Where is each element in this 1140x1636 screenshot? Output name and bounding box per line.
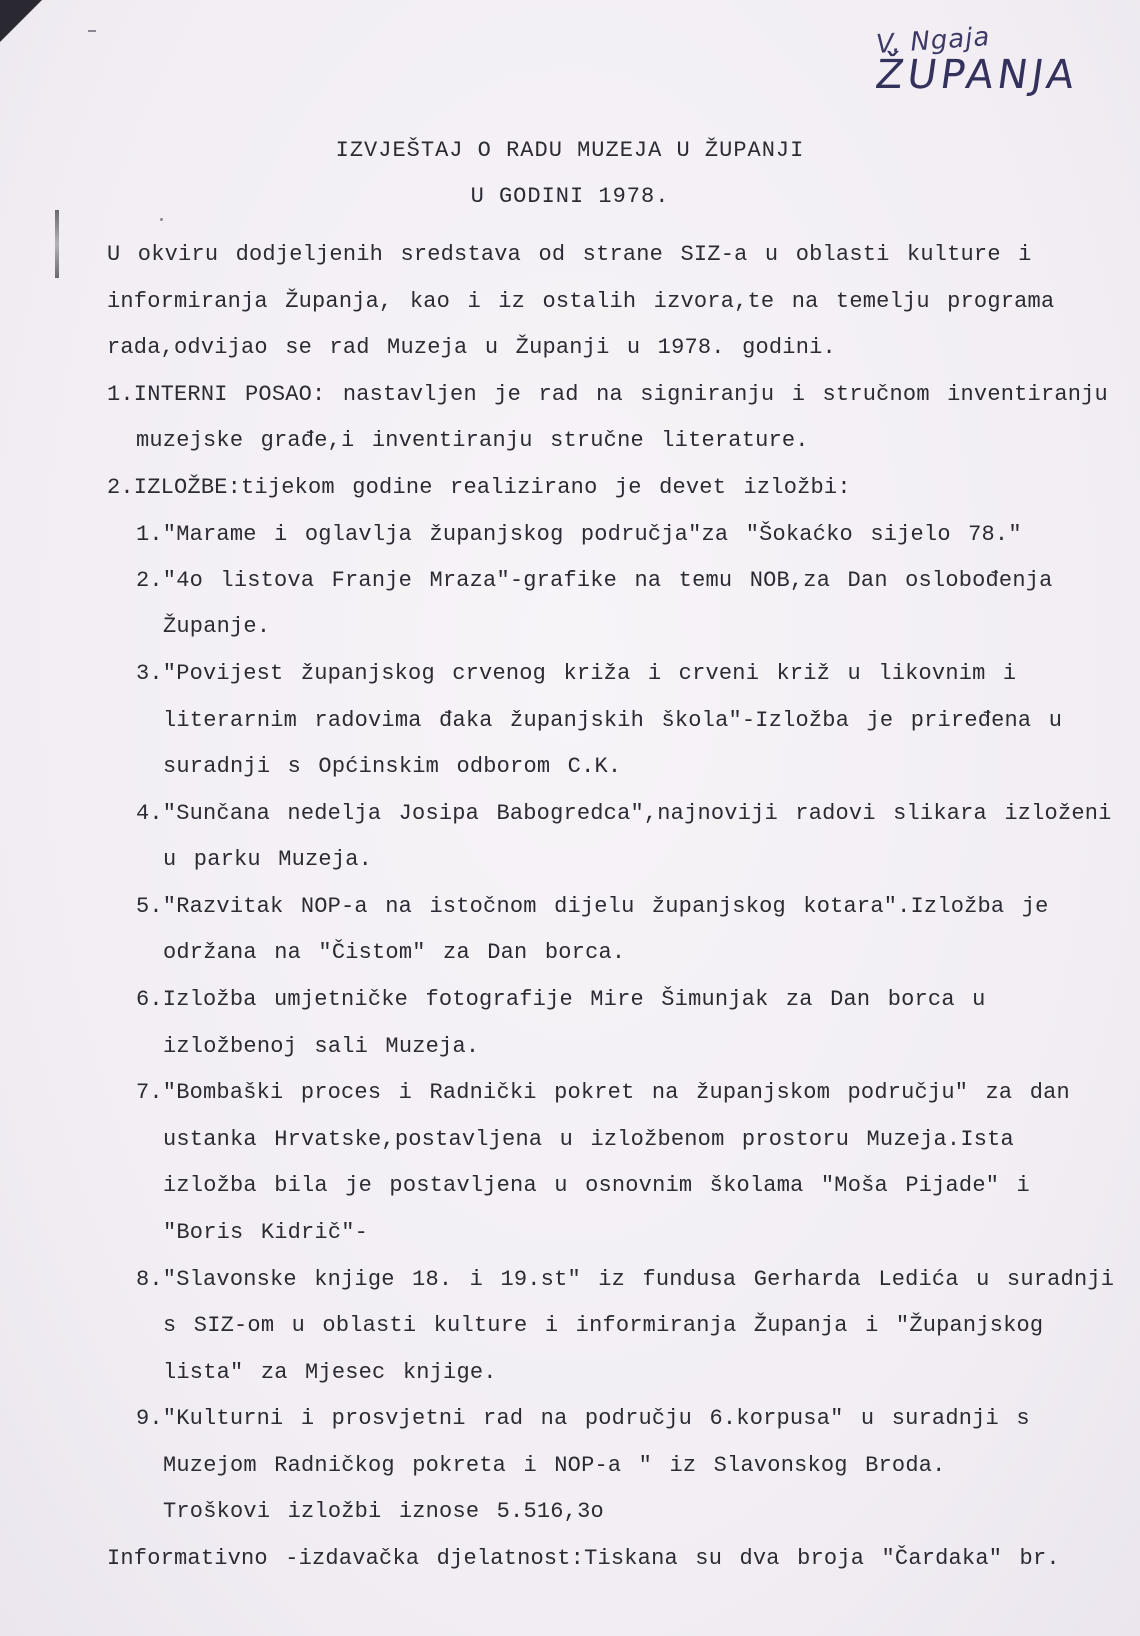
text-line: 1."Marame i oglavlja županjskog područja"za "Šokaćko sijelo 78." [136, 522, 1022, 547]
text-line: 2.IZLOŽBE:tijekom godine realizirano je devet izložbi: [107, 475, 851, 500]
text-line: muzejske građe,i inventiranju stručne literature. [136, 428, 809, 453]
text-line: 9."Kulturni i prosvjetni rad na području 6.korpusa" u suradnji s [136, 1406, 1030, 1431]
text-line: Informativno -izdavačka djelatnost:Tiskana su dva broja "Čardaka" br. [107, 1546, 1060, 1571]
text-line: rada,odvijao se rad Muzeja u Županji u 1978. godini. [107, 335, 836, 360]
text-line: 4."Sunčana nedelja Josipa Babogredca",najnoviji radovi slikara izloženi [136, 801, 1112, 826]
text-line: Troškovi izložbi iznose 5.516,3o [163, 1499, 604, 1524]
text-line: izložba bila je postavljena u osnovnim školama "Moša Pijade" i [163, 1173, 1030, 1198]
stray-mark [88, 30, 96, 32]
stray-mark [160, 218, 163, 221]
text-line: lista" za Mjesec knjige. [163, 1360, 497, 1385]
text-line: informiranja Županja, kao i iz ostalih izvora,te na temelju programa [107, 289, 1055, 314]
text-line: 2."4o listova Franje Mraza"-grafike na temu NOB,za Dan oslobođenja [136, 568, 1053, 593]
text-line: "Boris Kidrič"- [163, 1220, 369, 1245]
text-line: literarnim radovima đaka županjskih škola"-Izložba je priređena u [163, 708, 1063, 733]
report-title: IZVJEŠTAJ O RADU MUZEJA U ŽUPANJI [335, 138, 805, 163]
text-line: održana na "Čistom" za Dan borca. [163, 940, 626, 965]
text-line: 6.Izložba umjetničke fotografije Mire Šimunjak za Dan borca u [136, 987, 986, 1012]
handwritten-note: V. Ngaja [874, 22, 991, 60]
text-line: U okviru dodjeljenih sredstava od strane SIZ-a u oblasti kulture i [107, 242, 1032, 267]
margin-mark [55, 210, 59, 278]
text-line: 3."Povijest županjskog crvenog križa i crveni križ u likovnim i [136, 661, 1017, 686]
text-line: Muzejom Radničkog pokreta i NOP-a " iz Slavonskog Broda. [163, 1453, 946, 1478]
text-line: izložbenoj sali Muzeja. [163, 1034, 480, 1059]
text-line: 7."Bombaški proces i Radnički pokret na županjskom području" za dan [136, 1080, 1070, 1105]
text-line: u parku Muzeja. [163, 847, 373, 872]
text-line: 8."Slavonske knjige 18. i 19.st" iz fundusa Gerharda Ledića u suradnji [136, 1267, 1115, 1292]
text-line: suradnji s Općinskim odborom C.K. [163, 754, 622, 779]
text-line: Županje. [163, 614, 271, 639]
text-line: s SIZ-om u oblasti kulture i informiranja Županja i "Županjskog [163, 1313, 1044, 1338]
handwritten-title: ŽUPANJA [872, 52, 1082, 98]
scan-corner-shadow [0, 0, 42, 42]
report-year: U GODINI 1978. [470, 184, 670, 209]
text-line: 1.INTERNI POSAO: nastavljen je rad na signiranju i stručnom inventiranju [107, 382, 1108, 407]
text-line: 5."Razvitak NOP-a na istočnom dijelu županjskog kotara".Izložba je [136, 894, 1049, 919]
text-line: ustanka Hrvatske,postavljena u izložbenom prostoru Muzeja.Ista [163, 1127, 1014, 1152]
